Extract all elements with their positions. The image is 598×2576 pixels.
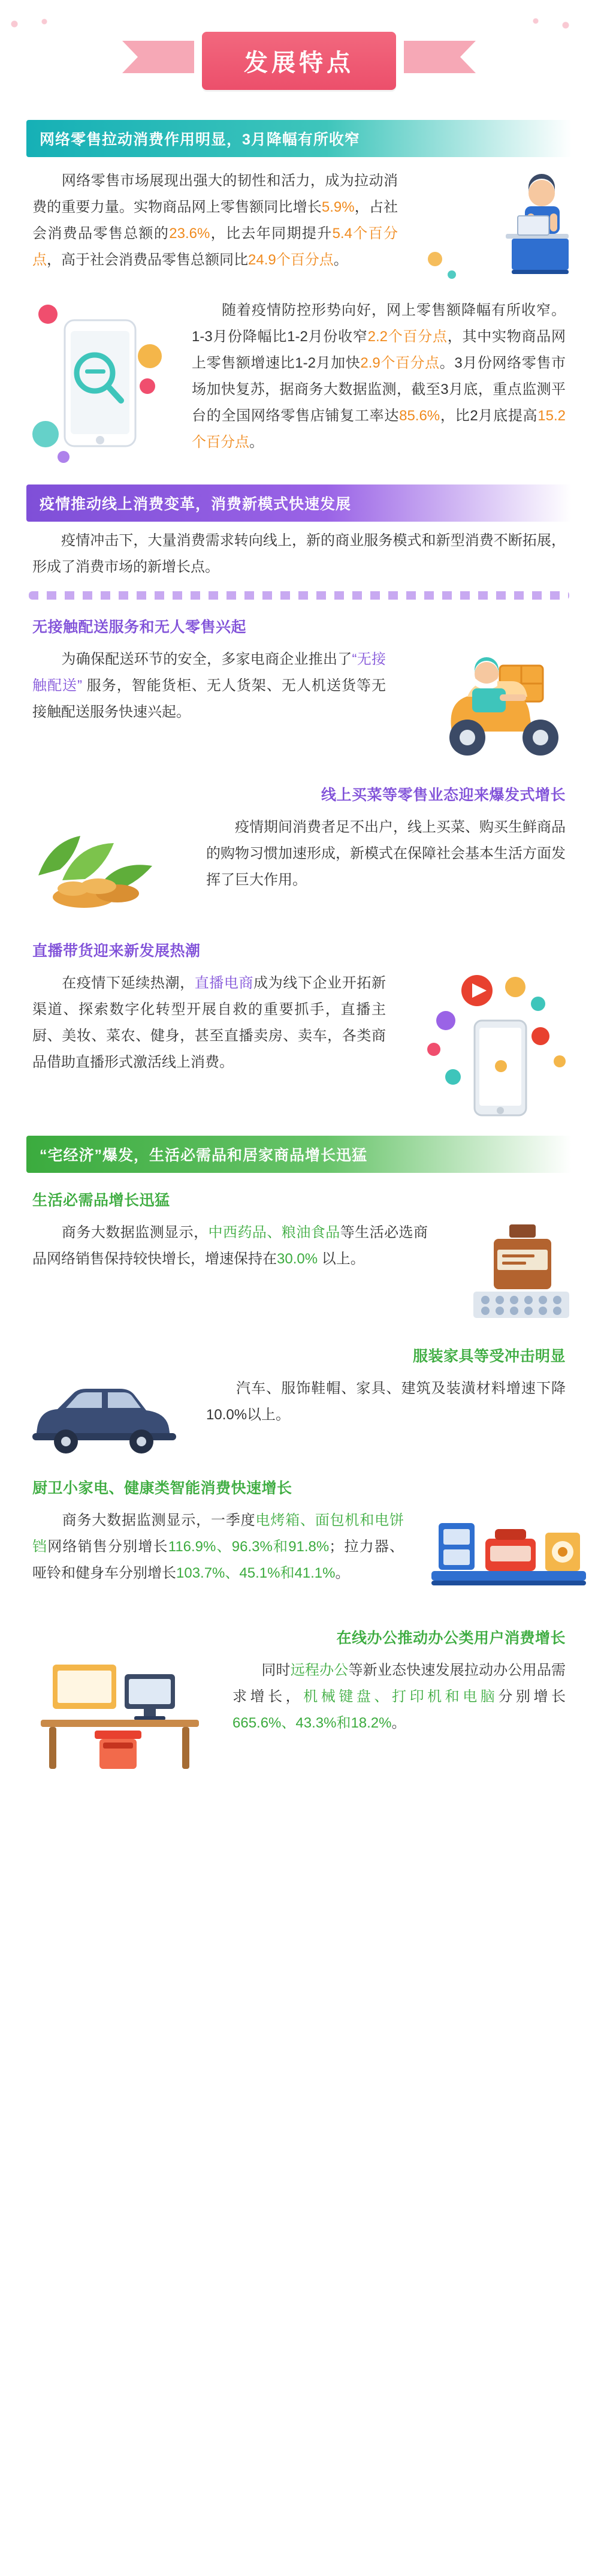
text-run-highlight: 665.6%、43.3%和18.2% xyxy=(232,1715,392,1731)
text-run: ，占社会消费品零售总额的 xyxy=(32,199,398,242)
wave-divider-purple xyxy=(29,591,569,600)
text-run: 网络销售分别增长 xyxy=(47,1539,168,1555)
text-run-highlight: 30.0% xyxy=(277,1251,318,1267)
laptop-person-icon xyxy=(422,169,572,289)
phone-search-icon xyxy=(30,296,168,470)
paragraph-small-appliances xyxy=(32,1507,404,1587)
text-run: 同时 xyxy=(232,1662,291,1678)
subsection-title-small-appliances: 厨卫小家电、健康类智能消费快速增长 xyxy=(32,1480,292,1497)
text-run: 。 xyxy=(249,434,264,450)
text-run-highlight: 5.9% xyxy=(321,199,355,215)
text-run-highlight: 电烤箱、面包机和电饼铛 xyxy=(32,1512,404,1555)
article-page xyxy=(0,16,598,2576)
text-run: 服务，智能货柜、无人货架、无人机送货等无接触配送服务快速兴起。 xyxy=(32,678,386,720)
text-run-highlight: 中西药品、粮油食品 xyxy=(208,1224,340,1241)
text-run: ，比去年同期提升 xyxy=(210,225,333,242)
subsection-title-contactless-delivery: 无接触配送服务和无人零售兴起 xyxy=(32,619,247,636)
paragraph-online-retail-growth xyxy=(32,168,398,273)
page-banner xyxy=(8,16,590,106)
block-apparel-furniture xyxy=(8,1371,590,1461)
section-header-1: 网络零售拉动消费作用明显，3月降幅有所收窄 xyxy=(26,120,572,157)
block-contactless-delivery xyxy=(8,642,590,768)
text-run: 。3月份网络零售市场加快复苏，据商务大数据监测，截至3月底，重点监测平台的全国网络零售店铺复工率达 xyxy=(192,355,566,424)
subsection-title-apparel-furniture: 服装家具等受冲击明显 xyxy=(412,1348,566,1365)
text-run-highlight: 103.7%、45.1%和41.1% xyxy=(176,1565,336,1581)
text-run-highlight: “无接触配送” xyxy=(32,651,386,694)
page-title: 发展特点 xyxy=(202,32,396,90)
text-run-highlight: 85.6% xyxy=(399,408,440,424)
text-run: 成为线下企业开拓新渠道、探索数字化转型开展自救的重要抓手，直播主厨、美妆、菜农、健身，甚至直播卖房、卖车，各类商品借助直播形式激活线上消费。 xyxy=(32,975,386,1070)
text-run: 疫情冲击下，大量消费需求转向线上，新的商业服务模式和新型消费不断拓展，形成了消费市场的新增长点。 xyxy=(32,532,566,575)
paragraph-contactless-delivery xyxy=(32,646,386,726)
text-run-highlight: 24.9个百分点 xyxy=(248,252,334,268)
medicine-bottle-icon xyxy=(452,1215,590,1329)
text-run-highlight: 2.2个百分点 xyxy=(367,329,448,345)
home-appliances-icon xyxy=(428,1503,590,1611)
text-run-highlight: 直播电商 xyxy=(194,975,254,991)
block-online-retail-growth xyxy=(8,163,590,289)
delivery-scooter-icon xyxy=(410,642,590,768)
subsection-title-online-grocery: 线上买菜等零售业态迎来爆发式增长 xyxy=(321,787,566,804)
text-run: ；拉力器、哑铃和健身车分别增长 xyxy=(32,1539,404,1581)
text-run: 等生活必选商品网络销售保持较快增长，增速保持在 xyxy=(32,1224,428,1267)
paragraph-new-consumption-模式 xyxy=(32,528,566,580)
text-run-highlight: 5.4个百分点 xyxy=(32,225,398,268)
text-run: 以上。 xyxy=(318,1251,365,1267)
text-run: 汽车、服饰鞋帽、家具、建筑及装潢材料增速下降10.0%以上。 xyxy=(206,1380,566,1423)
text-run: 。 xyxy=(391,1715,406,1731)
text-run: 。 xyxy=(333,252,348,268)
block-small-appliances xyxy=(8,1503,590,1611)
text-run: 等新业态快速发展拉动办公用品需求增长， xyxy=(232,1662,566,1705)
paragraph-necessities xyxy=(32,1220,428,1272)
block-online-grocery xyxy=(8,809,590,923)
text-run: ，其中实物商品网上零售额增速比1-2月加快 xyxy=(192,329,566,371)
paragraph-remote-office xyxy=(232,1657,566,1737)
text-run: 为确保配送环节的安全，多家电商企业推出了 xyxy=(32,651,352,667)
text-run: 网络零售市场展现出强大的韧性和活力，成为拉动消费的重要力量。实物商品网上零售额同比增长 xyxy=(32,173,398,215)
paragraph-live-commerce xyxy=(32,970,386,1076)
text-run: 疫情期间消费者足不出户，线上买菜、购买生鲜商品的购物习惯加速形成，新模式在保障社会基本生活方面发挥了巨大作用。 xyxy=(206,819,566,888)
subsection-title-remote-office: 在线办公推动办公类用户消费增长 xyxy=(336,1630,566,1647)
text-run: 在疫情下延续热潮， xyxy=(32,975,195,991)
subsection-title-necessities: 生活必需品增长迅猛 xyxy=(32,1192,170,1209)
footer-spacer xyxy=(8,1782,590,1794)
text-run: 商务大数据监测显示， xyxy=(32,1224,209,1241)
text-run-highlight: 远程办公 xyxy=(290,1662,349,1678)
text-run: 分别增长 xyxy=(498,1689,566,1705)
text-run: ，高于社会消费品零售总额同比 xyxy=(47,252,248,268)
text-run-highlight: 23.6% xyxy=(169,225,210,242)
text-run-highlight: 机械键盘、打印机和电脑 xyxy=(303,1689,499,1705)
text-run: 。 xyxy=(335,1565,350,1581)
vegetables-icon xyxy=(26,809,182,923)
section-header-3: “宅经济”爆发，生活必需品和居家商品增长迅猛 xyxy=(26,1136,572,1173)
text-run: ，比2月底提高 xyxy=(440,408,538,424)
text-run-highlight: 15.2个百分点 xyxy=(192,408,566,450)
ribbon-wing-left-icon xyxy=(122,41,194,73)
subsection-title-live-commerce: 直播带货迎来新发展热潮 xyxy=(32,943,201,959)
ribbon-wing-right-icon xyxy=(404,41,476,73)
car-icon xyxy=(26,1371,182,1461)
section-header-2: 疫情推动线上消费变革，消费新模式快速发展 xyxy=(26,484,572,522)
text-run-highlight: 2.9个百分点 xyxy=(360,355,440,371)
text-run: 随着疫情防控形势向好，网上零售额降幅有所收窄。 1-3月份降幅比1-2月份收窄 xyxy=(192,302,566,345)
text-run-highlight: 116.9%、96.3%和91.8% xyxy=(168,1539,330,1555)
block-retail-decline-narrowing xyxy=(8,293,590,470)
paragraph-apparel-furniture xyxy=(206,1376,566,1428)
paragraph-online-grocery xyxy=(206,814,566,893)
paragraph-retail-decline-narrowing xyxy=(192,297,566,456)
block-remote-office xyxy=(8,1653,590,1778)
block-necessities xyxy=(8,1215,590,1329)
live-stream-phone-icon xyxy=(410,965,590,1121)
banner-dots-decoration xyxy=(8,18,590,30)
block-live-commerce xyxy=(8,965,590,1121)
desk-computer-icon xyxy=(29,1653,209,1778)
text-run: 商务大数据监测显示，一季度 xyxy=(32,1512,256,1528)
